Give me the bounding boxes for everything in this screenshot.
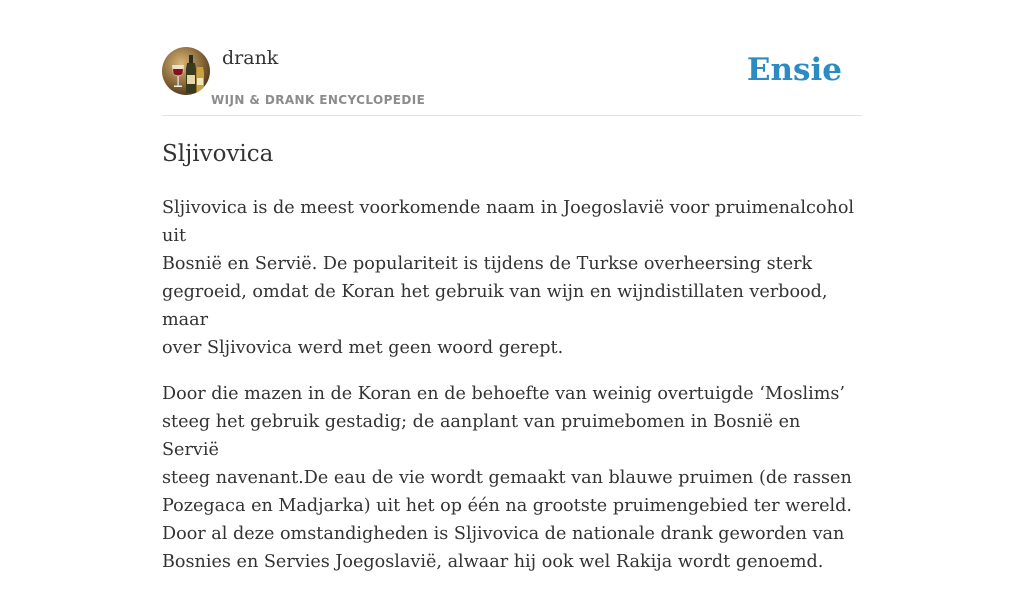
site-header <box>162 46 862 116</box>
article-paragraph: Door die mazen in de Koran en de behoefte van weinig overtuigde ‘Moslims’ steeg het gebruik gestadig; de aanplant van pruimebomen in Bosnië en Servië steeg navenant.De eau de vie wordt gemaakt van blauwe pruimen (de rassen Pozegaca en Madjarka) uit het op één na grootste pruimengebied ter wereld. Door al deze omstandigheden is Sljivovica de nationale drank geworden van Bosnies en Servies Joegoslavië, alwaar hij ook wel Rakija wordt genoemd. <box>162 384 852 572</box>
article-paragraph: Sljivovica is de meest voorkomende naam in Joegoslavië voor pruimenalcohol uit Bosnië en Servië. De populariteit is tijdens de Turkse overheersing sterk gegroeid, omdat de Koran het gebruik van wijn en wijndistillaten verbood, maar over Sljivovica werd met geen woord gerept. <box>162 198 855 358</box>
article <box>162 138 862 594</box>
site-name[interactable]: drank <box>222 47 279 69</box>
site-subtitle: WIJN & DRANK ENCYCLOPEDIE <box>211 93 426 107</box>
wine-bottles-icon[interactable] <box>162 47 210 95</box>
brand-logo[interactable]: Ensie <box>746 52 842 88</box>
page-title: Sljivovica <box>162 141 274 167</box>
